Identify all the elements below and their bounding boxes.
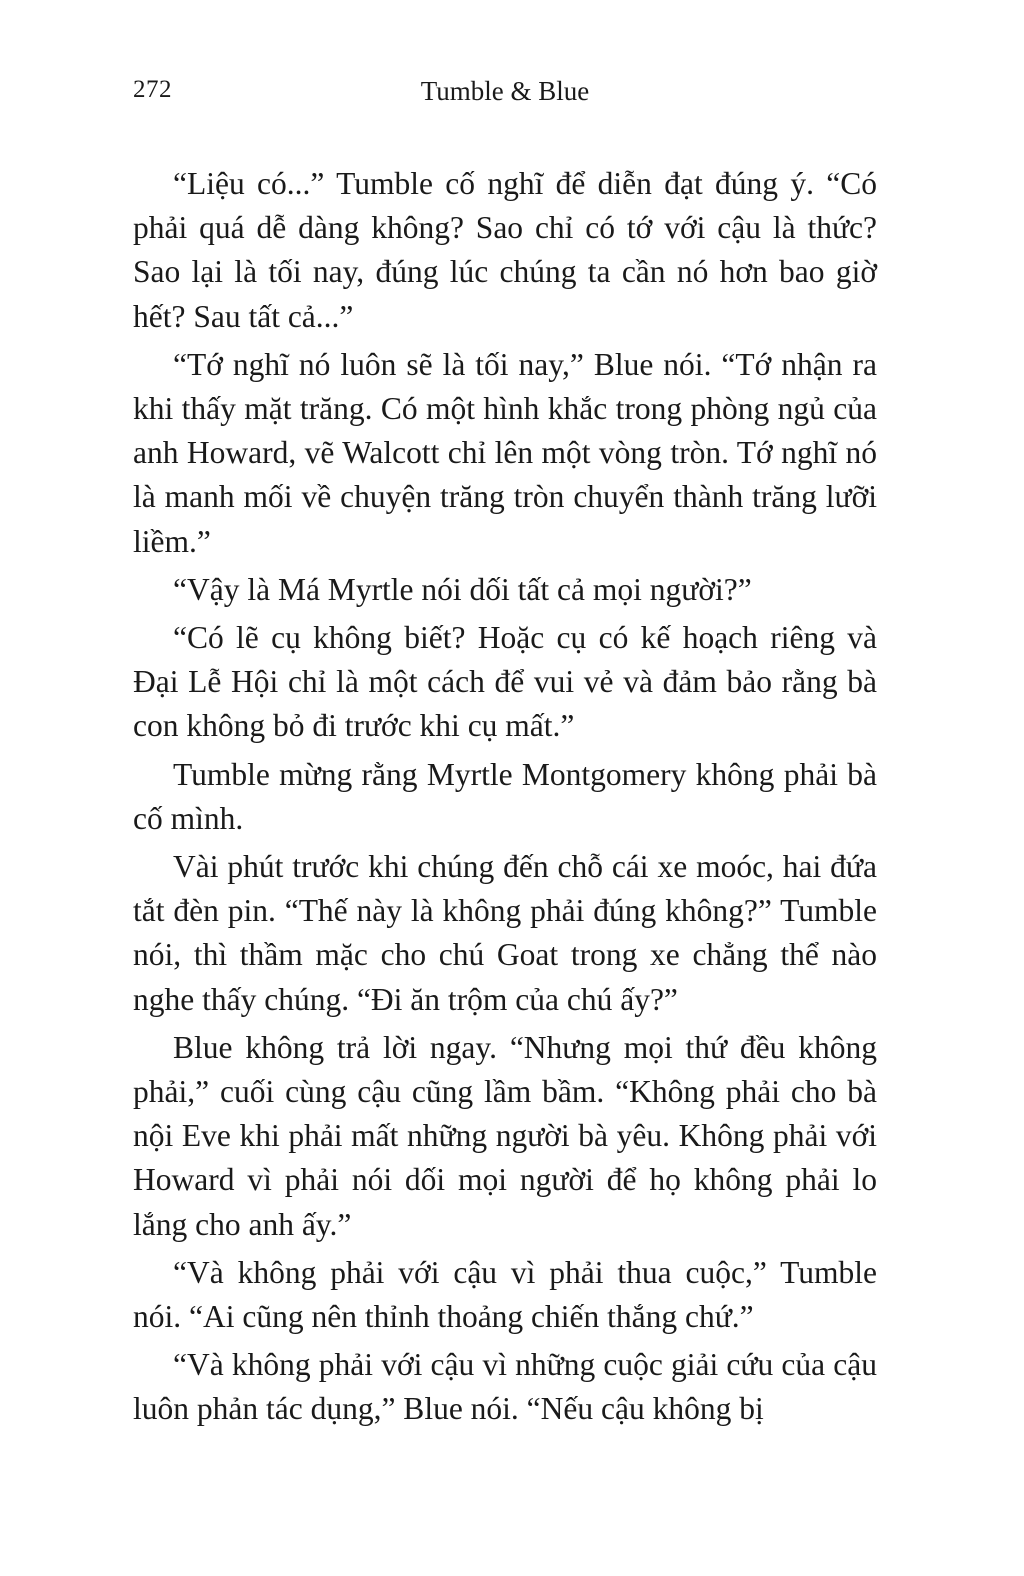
paragraph: “Tớ nghĩ nó luôn sẽ là tối nay,” Blue nói. “Tớ nhận ra khi thấy mặt trăng. Có một hình khắc trong phòng ngủ của anh Howard, vẽ Walcott chỉ lên một vòng tròn. Tớ nghĩ nó là manh mối về chuyện trăng tròn chuyển thành trăng lưỡi liềm.” bbox=[133, 346, 877, 559]
paragraph: “Và không phải với cậu vì những cuộc giải cứu của cậu luôn phản tác dụng,” Blue nói. “Nếu cậu không bị bbox=[133, 1347, 877, 1427]
paragraph: Blue không trả lời ngay. “Nhưng mọi thứ đều không phải,” cuối cùng cậu cũng lầm bầm. “Không phải cho bà nội Eve khi phải mất những người bà yêu. Không phải với Howard vì phải nói dối mọi người để họ không phải lo lắng cho anh ấy.” bbox=[133, 1029, 877, 1242]
paragraph: Tumble mừng rằng Myrtle Montgomery không phải bà cố mình. bbox=[133, 756, 877, 836]
paragraph: “Liệu có...” Tumble cố nghĩ để diễn đạt đúng ý. “Có phải quá dễ dàng không? Sao chỉ có tớ với cậu là thức? Sao lại là tối nay, đúng lúc chúng ta cần nó hơn bao giờ hết? Sau tất cả...” bbox=[133, 166, 877, 334]
paragraph: Vài phút trước khi chúng đến chỗ cái xe moóc, hai đứa tắt đèn pin. “Thế này là không phải đúng không?” Tumble nói, thì thầm mặc cho chú Goat trong xe chẳng thể nào nghe thấy chúng. “Đi ăn trộm của chú ấy?” bbox=[133, 849, 877, 1017]
page-number: 272 bbox=[133, 76, 172, 103]
paragraph: “Có lẽ cụ không biết? Hoặc cụ có kế hoạch riêng và Đại Lễ Hội chỉ là một cách để vui vẻ và đảm bảo rằng bà con không bỏ đi trước khi cụ mất.” bbox=[133, 620, 877, 744]
body-text bbox=[133, 162, 877, 1436]
book-title: Tumble & Blue bbox=[420, 76, 590, 106]
running-header bbox=[133, 72, 877, 112]
paragraph: “Và không phải với cậu vì phải thua cuộc,” Tumble nói. “Ai cũng nên thỉnh thoảng chiến thắng chứ.” bbox=[133, 1254, 877, 1335]
paragraph: “Vậy là Má Myrtle nói dối tất cả mọi người?” bbox=[173, 571, 752, 607]
